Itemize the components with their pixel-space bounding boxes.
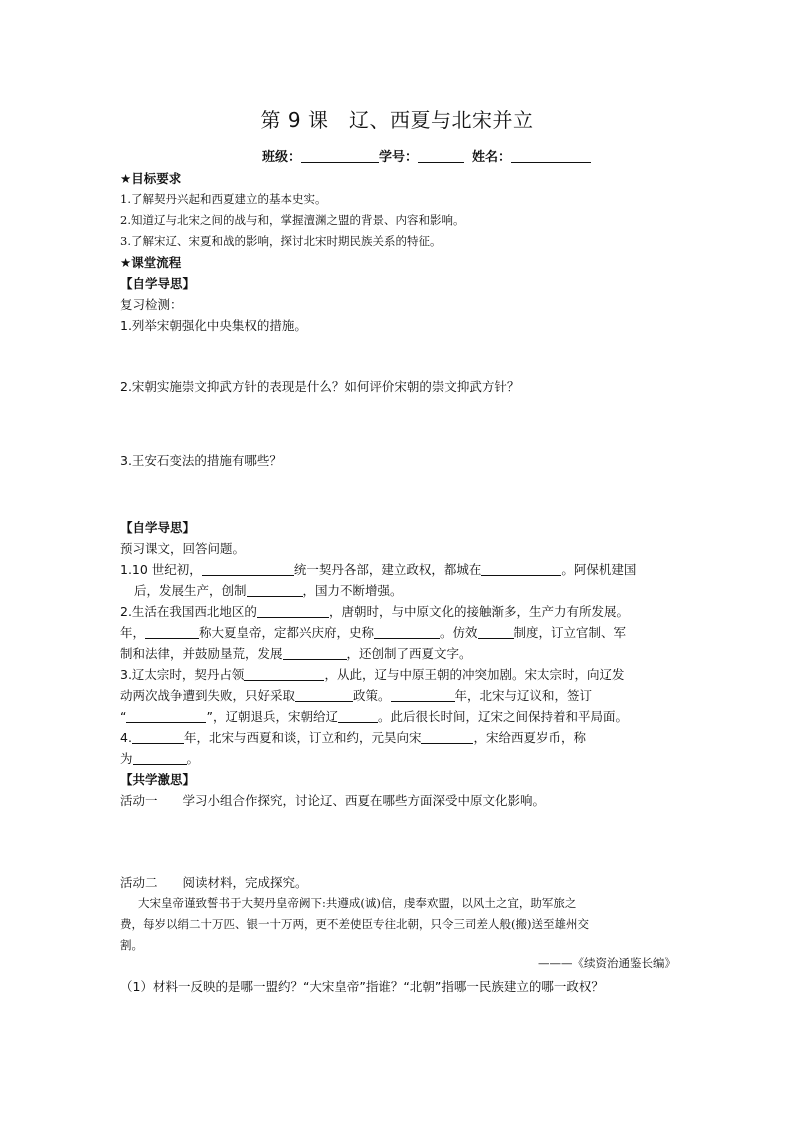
fill-blank[interactable]: [257, 604, 329, 618]
self-study-header-2: 【自学导思】: [120, 520, 196, 535]
material-line: 费，每岁以绢二十万匹、银一十万两，更不差使臣专往北朝，只令三司差人般(搬)送至雄州交: [120, 917, 589, 931]
fill-blank[interactable]: [283, 646, 347, 660]
fill-blank[interactable]: [133, 751, 187, 765]
preview-p1-line1: 1.10 世纪初， 统一契丹各部，建立政权，都城在 。阿保机建国: [120, 562, 637, 577]
material-question: （1）材料一反映的是哪一盟约？“大宋皇帝”指谁？“北朝”指哪一民族建立的哪一政权？: [120, 979, 604, 994]
student-id-blank[interactable]: [418, 149, 464, 163]
name-label: 姓名：: [472, 150, 512, 165]
review-subheader: 复习检测：: [120, 297, 183, 312]
activity-one: 活动一 学习小组合作探究，讨论辽、西夏在哪些方面深受中原文化影响。: [120, 793, 546, 808]
historical-material: [120, 893, 680, 956]
fill-blank[interactable]: [126, 709, 206, 723]
preview-section: [120, 517, 690, 811]
goals-section: [120, 168, 690, 336]
review-question: 3.王安石变法的措施有哪些？: [120, 453, 282, 468]
preview-p2-line1: 2.生活在我国西北地区的 ，唐朝时，与中原文化的接触渐多，生产力有所发展。: [120, 604, 629, 619]
material-line: 大宋皇帝谨致誓书于大契丹皇帝阙下:共遵成(诚)信，虔奉欢盟，以风土之宜，助军旅之: [138, 896, 577, 910]
activity-two-wrap: [120, 872, 690, 893]
preview-p3-line3: “ ”，辽朝退兵，宋朝给辽 。此后很长时间，辽宋之间保持着和平局面。: [120, 709, 628, 724]
student-id-label: 学号：: [379, 150, 419, 165]
review-question-2-wrap: [120, 376, 690, 397]
preview-p2-line3: 制和法律，并鼓励垦荒，发展 ，还创制了西夏文字。: [120, 646, 472, 661]
fill-blank[interactable]: [374, 625, 440, 639]
student-info-line: [262, 146, 591, 165]
class-blank[interactable]: [301, 149, 379, 163]
preview-p4-line2: 为 。: [120, 751, 200, 766]
material-source: ———《续资治通鉴长编》: [538, 956, 676, 970]
goal-item: 2.知道辽与北宋之间的战与和，掌握澶渊之盟的背景、内容和影响。: [120, 213, 465, 227]
preview-p3-line2: 动两次战争遭到失败，只好采取 政策。 年，北宋与辽议和，签订: [120, 688, 593, 703]
preview-p1-line2: 后，发展生产，创制 ，国力不断增强。: [134, 583, 403, 598]
preview-p4-line1: 4. 年，北宋与西夏和谈，订立和约，元昊向宋 ，宋给西夏岁币，称: [120, 730, 586, 745]
fill-blank[interactable]: [132, 730, 184, 744]
fill-blank[interactable]: [478, 625, 514, 639]
fill-blank[interactable]: [244, 667, 324, 681]
goals-header: ★目标要求: [120, 171, 182, 186]
review-question-3-wrap: [120, 450, 690, 471]
fill-blank[interactable]: [481, 562, 561, 576]
material-question-wrap: [120, 976, 690, 997]
preview-p3-line1: 3.辽太宗时，契丹占领 ，从此，辽与中原王朝的冲突加剧。宋太宗时，向辽发: [120, 667, 625, 682]
fill-blank[interactable]: [202, 562, 294, 576]
name-blank[interactable]: [511, 149, 591, 163]
activity-two: 活动二 阅读材料，完成探究。: [120, 875, 308, 890]
fill-blank[interactable]: [338, 709, 378, 723]
material-line: 割。: [120, 938, 143, 952]
fill-blank[interactable]: [295, 688, 353, 702]
goal-item: 3.了解宋辽、宋夏和战的影响，探讨北宋时期民族关系的特征。: [120, 234, 442, 248]
fill-blank[interactable]: [421, 730, 473, 744]
fill-blank[interactable]: [391, 688, 455, 702]
review-question: 1.列举宋朝强化中央集权的措施。: [120, 318, 307, 333]
flow-header: ★课堂流程: [120, 255, 182, 270]
page-title: 第 9 课 辽、西夏与北宋并立: [260, 108, 534, 132]
fill-blank[interactable]: [247, 583, 303, 597]
class-label: 班级：: [262, 150, 302, 165]
self-study-header: 【自学导思】: [120, 276, 196, 291]
fill-blank[interactable]: [145, 625, 199, 639]
preview-subheader: 预习课文，回答问题。: [120, 541, 246, 556]
preview-p2-line2: 年， 称大夏皇帝，定都兴庆府，史称 。仿效 制度，订立官制、军: [120, 625, 627, 640]
goal-item: 1.了解契丹兴起和西夏建立的基本史实。: [120, 192, 327, 206]
share-header: 【共学激思】: [120, 772, 196, 787]
review-question: 2.宋朝实施崇文抑武方针的表现是什么？如何评价宋朝的崇文抑武方针？: [120, 379, 520, 394]
